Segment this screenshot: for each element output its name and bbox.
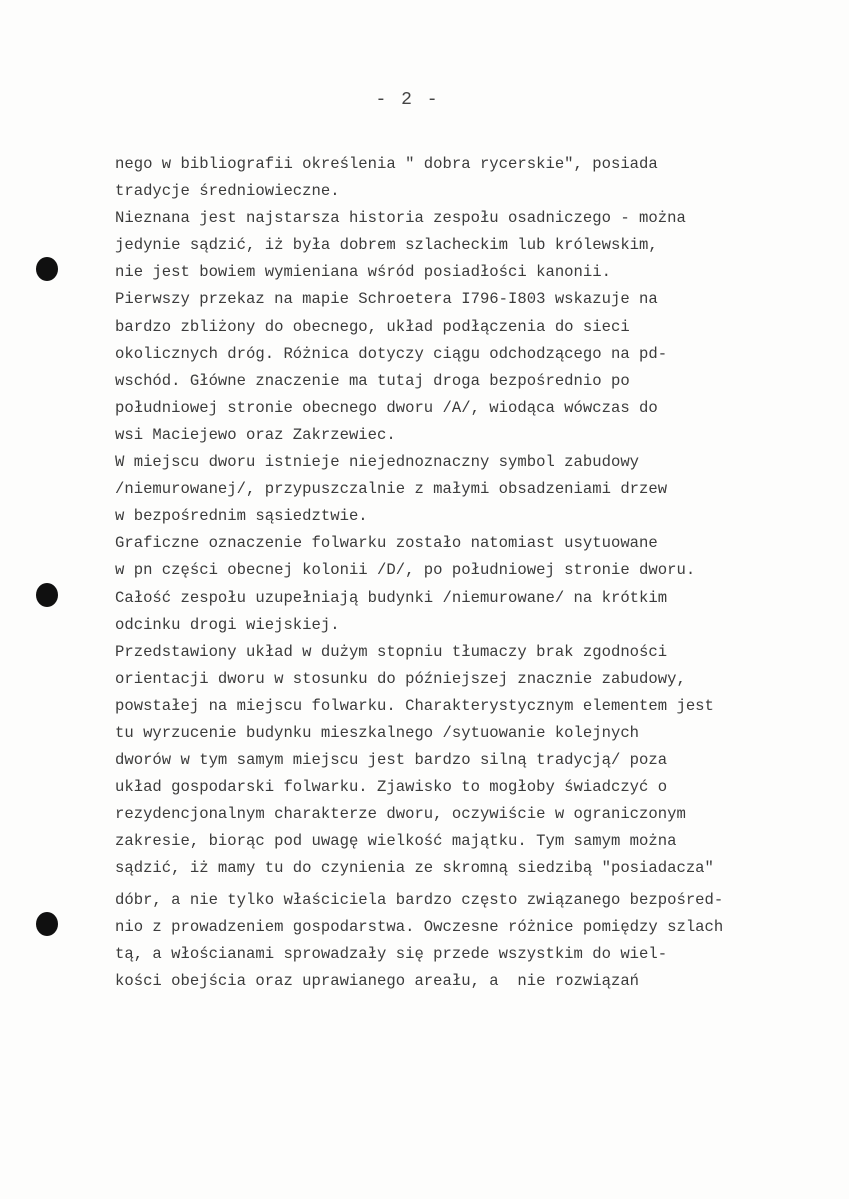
text-line: Nieznana jest najstarsza historia zespołu osadniczego - można <box>115 209 686 228</box>
text-line: jedynie sądzić, iż była dobrem szlacheckim lub królewskim, <box>115 236 658 255</box>
text-line: sądzić, iż mamy tu do czynienia ze skromną siedzibą "posiadacza" <box>115 859 714 878</box>
punch-hole <box>36 583 58 607</box>
text-line: W miejscu dworu istnieje niejednoznaczny symbol zabudowy <box>115 453 640 472</box>
punch-hole <box>36 257 58 281</box>
text-line: dworów w tym samym miejscu jest bardzo silną tradycją/ poza <box>115 751 668 770</box>
text-line: układ gospodarski folwarku. Zjawisko to mogłoby świadczyć o <box>115 778 668 797</box>
text-line: dóbr, a nie tylko właściciela bardzo często związanego bezpośred- <box>115 890 724 909</box>
text-line: nio z prowadzeniem gospodarstwa. Owczesne różnice pomiędzy szlach <box>115 917 724 936</box>
text-line: kości obejścia oraz uprawianego areału, a nie rozwiązań <box>115 971 640 990</box>
punch-hole <box>36 912 58 936</box>
text-line: Przedstawiony układ w dużym stopniu tłumaczy brak zgodności <box>115 642 668 661</box>
text-line: Pierwszy przekaz na mapie Schroetera I796-I803 wskazuje na <box>115 290 658 309</box>
text-line: Całość zespołu uzupełniają budynki /niemurowane/ na krótkim <box>115 588 668 607</box>
text-line: powstałej na miejscu folwarku. Charakterystycznym elementem jest <box>115 696 714 715</box>
text-line: w bezpośrednim sąsiedztwie. <box>115 507 368 526</box>
text-line: orientacji dworu w stosunku do późniejszej znacznie zabudowy, <box>115 669 686 688</box>
text-line: bardzo zbliżony do obecnego, układ podłączenia do sieci <box>115 317 630 336</box>
typed-text-body <box>115 151 815 995</box>
text-line: rezydencjonalnym charakterze dworu, oczywiście w ograniczonym <box>115 805 686 824</box>
text-line: zakresie, biorąc pod uwagę wielkość majątku. Tym samym można <box>115 832 677 851</box>
text-line: południowej stronie obecnego dworu /A/, wiodąca wówczas do <box>115 398 658 417</box>
text-line: /niemurowanej/, przypuszczalnie z małymi obsadzeniami drzew <box>115 480 668 499</box>
text-line: wsi Maciejewo oraz Zakrzewiec. <box>115 425 396 444</box>
text-line: nego w bibliografii określenia " dobra rycerskie", posiada <box>115 155 658 173</box>
text-line: tu wyrzucenie budynku mieszkalnego /sytuowanie kolejnych <box>115 723 640 742</box>
text-line: Graficzne oznaczenie folwarku zostało natomiast usytuowane <box>115 534 658 553</box>
text-line: w pn części obecnej kolonii /D/, po południowej stronie dworu. <box>115 561 696 580</box>
text-line: tą, a włościanami sprowadzały się przede wszystkim do wiel- <box>115 944 668 963</box>
text-line: wschód. Główne znaczenie ma tutaj droga bezpośrednio po <box>115 371 630 390</box>
text-line: tradycje średniowieczne. <box>115 182 340 201</box>
text-line: nie jest bowiem wymieniana wśród posiadłości kanonii. <box>115 263 611 282</box>
text-line: okolicznych dróg. Różnica dotyczy ciągu odchodzącego na pd- <box>115 344 668 363</box>
text-line: odcinku drogi wiejskiej. <box>115 615 340 634</box>
page-number: - 2 - <box>375 90 440 110</box>
